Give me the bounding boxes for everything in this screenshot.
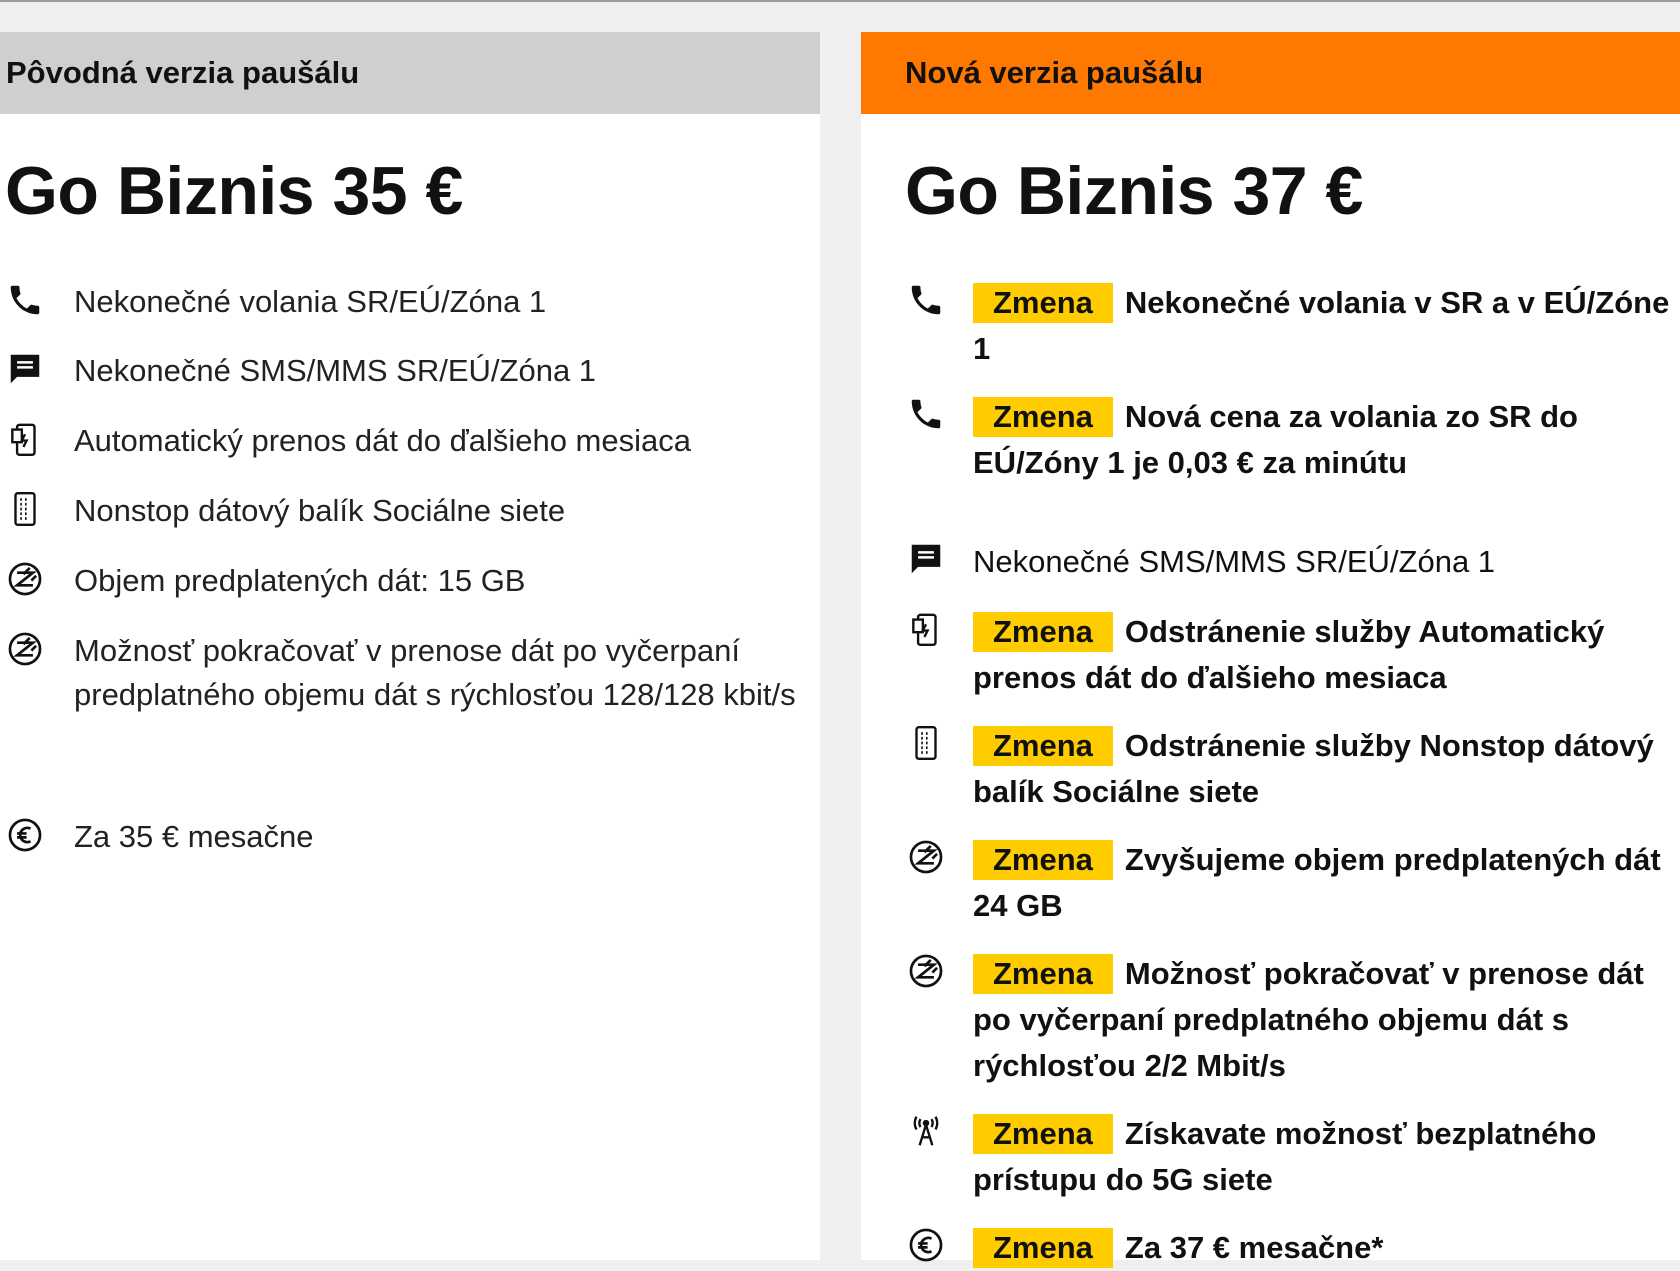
change-badge: Zmena — [973, 397, 1113, 437]
mobile-grid-icon — [5, 489, 45, 529]
change-badge: Zmena — [973, 1228, 1113, 1268]
item-text: Možnosť pokračovať v prenose dát po vyčerpaní predplatného objemu dát s rýchlosťou 128/128 kbit/s — [74, 633, 796, 712]
old-plan-header: Pôvodná verzia paušálu — [0, 32, 820, 114]
data-globe-icon — [5, 559, 45, 599]
new-plan-header: Nová verzia paušálu — [861, 32, 1680, 114]
item-label: Odstránenie služby Automatický prenos dát do ďalšieho mesiaca — [973, 614, 1605, 695]
sms-icon — [5, 349, 45, 389]
item-text — [973, 539, 1671, 585]
phone-icon — [906, 280, 946, 320]
item-label: Nová cena za volania zo SR do EÚ/Zóny 1 je 0,03 € za minútu — [973, 399, 1578, 480]
item-text — [973, 1111, 1671, 1203]
item-text — [973, 394, 1671, 486]
old-plan-title: Go Biznis 35 € — [5, 153, 463, 229]
new-plan-card — [861, 32, 1680, 1265]
item-text — [973, 837, 1671, 929]
item-text — [973, 280, 1671, 372]
change-badge: Zmena — [973, 283, 1113, 323]
data-transfer-icon — [906, 609, 946, 649]
item-label: Odstránenie služby Nonstop dátový balík Sociálne siete — [973, 728, 1654, 809]
change-badge: Zmena — [973, 726, 1113, 766]
antenna-5g-icon — [906, 1111, 946, 1151]
item-text — [973, 1225, 1671, 1271]
item-label: Za 37 € mesačne* — [1124, 1230, 1384, 1265]
item-label: Možnosť pokračovať v prenose dát po vyčerpaní predplatného objemu dát s rýchlosťou 2/2 Mbit/s — [973, 956, 1644, 1083]
item-text: Za 35 € mesačne — [74, 819, 314, 854]
item-text: Nekonečné volania SR/EÚ/Zóna 1 — [74, 284, 547, 319]
phone-icon — [906, 394, 946, 434]
change-badge: Zmena — [973, 612, 1113, 652]
item-label: Nekonečné SMS/MMS SR/EÚ/Zóna 1 — [973, 544, 1496, 579]
item-text: Automatický prenos dát do ďalšieho mesiaca — [74, 423, 691, 458]
data-transfer-icon — [5, 419, 45, 459]
item-text: Objem predplatených dát: 15 GB — [74, 563, 526, 598]
sms-icon — [906, 539, 946, 579]
item-label: Zvyšujeme objem predplatených dát 24 GB — [973, 842, 1661, 923]
euro-icon — [5, 815, 45, 855]
data-globe-icon — [906, 951, 946, 991]
mobile-grid-icon — [906, 723, 946, 763]
change-badge: Zmena — [973, 954, 1113, 994]
item-text: Nonstop dátový balík Sociálne siete — [74, 493, 566, 528]
item-text — [973, 609, 1671, 701]
data-globe-icon — [906, 837, 946, 877]
data-globe-icon — [5, 629, 45, 669]
change-badge: Zmena — [973, 1114, 1113, 1154]
euro-icon — [906, 1225, 946, 1265]
change-badge: Zmena — [973, 840, 1113, 880]
item-label: Nekonečné volania v SR a v EÚ/Zóne 1 — [973, 285, 1670, 366]
item-label: Získavate možnosť bezplatného prístupu do 5G siete — [973, 1116, 1597, 1197]
top-divider — [0, 0, 1680, 2]
item-text: Nekonečné SMS/MMS SR/EÚ/Zóna 1 — [74, 353, 597, 388]
old-plan-card — [0, 32, 820, 1260]
phone-icon — [5, 280, 45, 320]
new-plan-title: Go Biznis 37 € — [905, 153, 1363, 229]
item-text — [973, 723, 1671, 815]
item-text — [973, 951, 1671, 1089]
